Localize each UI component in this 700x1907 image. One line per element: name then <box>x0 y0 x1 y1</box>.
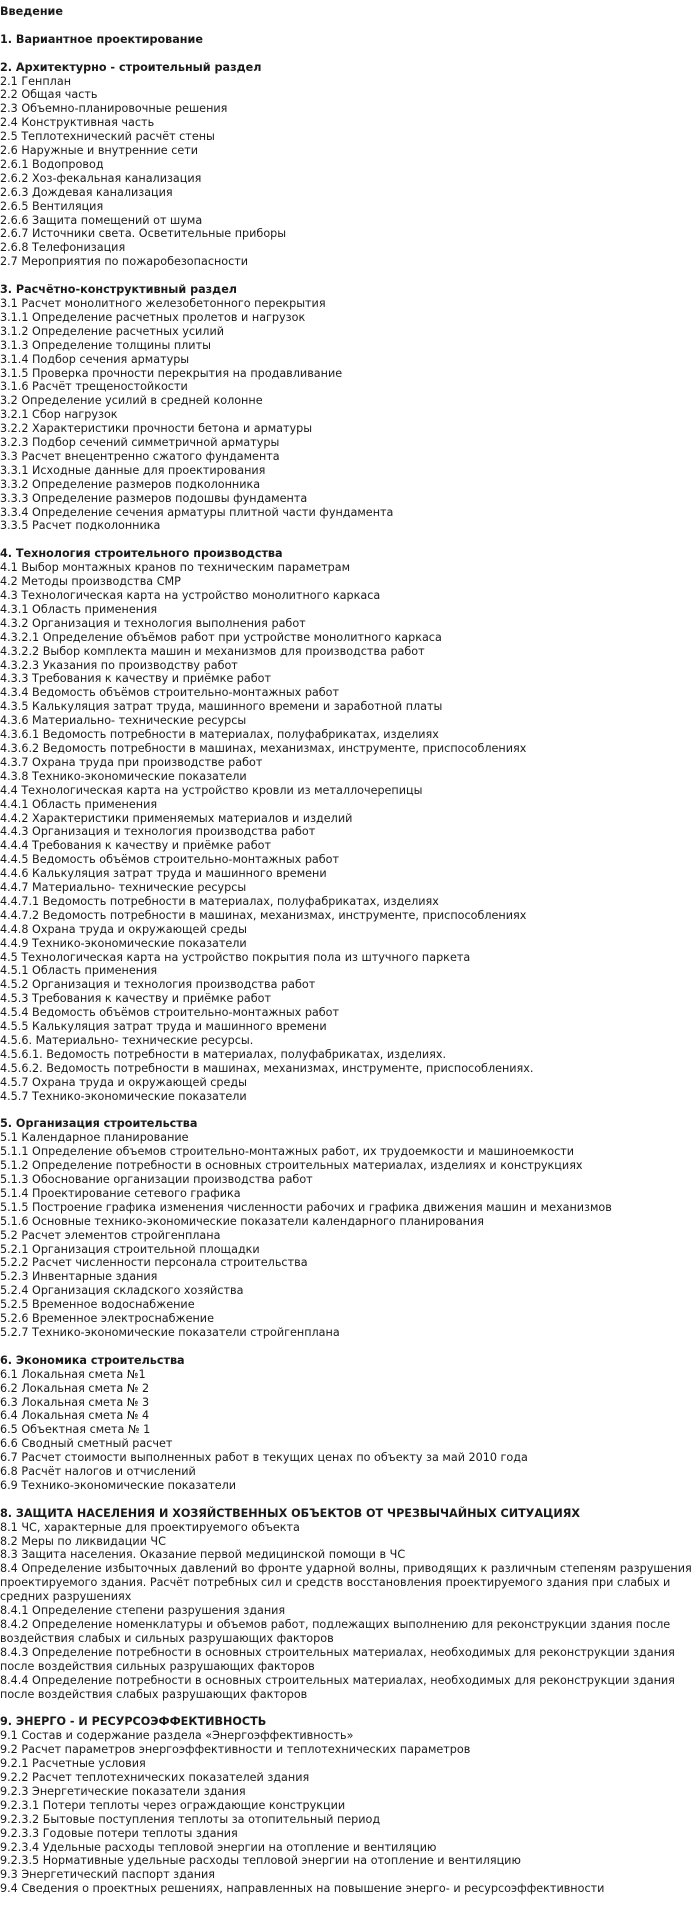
toc-section <box>0 1354 700 1493</box>
toc-item: 6.9 Технико-экономические показатели <box>0 1478 237 1492</box>
toc-item: 8.2 Меры по ликвидации ЧС <box>0 1534 166 1548</box>
toc-section <box>0 547 700 1103</box>
toc-item: 3.3.3 Определение размеров подошвы фундамента <box>0 491 308 505</box>
toc-item: 2.6.7 Источники света. Осветительные приборы <box>0 227 287 241</box>
toc-item: 8.4.1 Определение степени разрушения здания <box>0 1604 286 1618</box>
toc-item: 8.4 Определение избыточных давлений во фронте ударной волны, приводящих к различным степеням разрушения проектируемого здания. Расчёт потребных сил и средств восстановления проектируемого здания при слабых и средних разрушениях <box>0 1562 692 1604</box>
toc-section <box>0 1117 700 1340</box>
toc-item: 4.3.4 Ведомость объёмов строительно-монтажных работ <box>0 686 340 700</box>
toc-item: 4.4.1 Область применения <box>0 797 158 811</box>
toc-item: 3.1.3 Определение толщины плиты <box>0 338 211 352</box>
toc-section <box>0 1715 700 1896</box>
toc-item: 4.4.6 Калькуляция затрат труда и машинного времени <box>0 867 327 881</box>
toc-item: 5.1 Календарное планирование <box>0 1131 189 1145</box>
toc-item: 2.1 Генплан <box>0 74 72 88</box>
section-heading: 6. Экономика строительства <box>0 1353 185 1367</box>
toc-item: 6.5 Объектная смета № 1 <box>0 1423 151 1437</box>
toc-item: 5.2.7 Технико-экономические показатели стройгенплана <box>0 1326 340 1340</box>
toc-item: 6.3 Локальная смета № 3 <box>0 1395 150 1409</box>
toc-item: 9.2.3.4 Удельные расходы тепловой энергии на отопление и вентиляцию <box>0 1840 437 1854</box>
toc-item: 4.4.7.1 Ведомость потребности в материалах, полуфабрикатах, изделиях <box>0 894 439 908</box>
toc-item: 5.1.5 Построение графика изменения численности рабочих и графика движения машин и механизмов <box>0 1200 612 1214</box>
section-heading: 2. Архитектурно - строительный раздел <box>0 60 262 74</box>
toc-item: 4.3.8 Технико-экономические показатели <box>0 769 247 783</box>
toc-item: 2.4 Конструктивная часть <box>0 116 155 130</box>
toc-item: 2.6.6 Защита помещений от шума <box>0 213 203 227</box>
toc-item: 3.1.4 Подбор сечения арматуры <box>0 352 190 366</box>
toc-item: 2.6.3 Дождевая канализация <box>0 185 173 199</box>
toc-item: 8.4.2 Определение номенклатуры и объемов работ, подлежащих выполнению для реконструкции здания после воздействия слабых и сильных разрушающих факторов <box>0 1618 671 1645</box>
toc-item: 6.1 Локальная смета №1 <box>0 1367 146 1381</box>
section-heading: 1. Вариантное проектирование <box>0 32 203 46</box>
toc-section <box>0 1507 700 1702</box>
toc-item: 4.3.1 Область применения <box>0 602 158 616</box>
toc-item: 4.5.3 Требования к качеству и приёмке работ <box>0 992 272 1006</box>
toc-item: 3.3.2 Определение размеров подколонника <box>0 477 261 491</box>
toc-item: 2.6.5 Вентиляция <box>0 199 104 213</box>
toc-item: 4.4.7 Материально- технические ресурсы <box>0 881 247 895</box>
toc-item: 4.3.6.1 Ведомость потребности в материалах, полуфабрикатах, изделиях <box>0 728 439 742</box>
toc-item: 5.2.3 Инвентарные здания <box>0 1270 158 1284</box>
toc-item: 5.2.6 Временное электроснабжение <box>0 1312 214 1326</box>
toc-item: 4.3.2.3 Указания по производству работ <box>0 658 238 672</box>
toc-item: 2.5 Теплотехнический расчёт стены <box>0 130 215 144</box>
toc-item: 9.4 Сведения о проектных решениях, направленных на повышение энерго- и ресурсоэффективности <box>0 1882 605 1896</box>
toc-item: 4.4.9 Технико-экономические показатели <box>0 936 247 950</box>
toc-item: 9.2.3.2 Бытовые поступления теплоты за отопительный период <box>0 1812 381 1826</box>
toc-item: 5.1.2 Определение потребности в основных строительных материалах, изделиях и конструкциях <box>0 1159 583 1173</box>
toc-item: 3.3.5 Расчет подколонника <box>0 519 161 533</box>
toc-item: 4.4.8 Охрана труда и окружающей среды <box>0 922 247 936</box>
toc-item: 4.4.3 Организация и технология производства работ <box>0 825 316 839</box>
toc-item: 8.3 Защита населения. Оказание первой медицинской помощи в ЧС <box>0 1548 406 1562</box>
toc-item: 5.1.4 Проектирование сетевого графика <box>0 1186 241 1200</box>
toc-item: 3.1.1 Определение расчетных пролетов и нагрузок <box>0 310 306 324</box>
toc-item: 6.6 Сводный сметный расчет <box>0 1437 173 1451</box>
toc-item: 5.1.1 Определение объемов строительно-монтажных работ, их трудоемкости и машиноемкости <box>0 1145 575 1159</box>
toc-item: 4.5.2 Организация и технология производства работ <box>0 978 316 992</box>
toc-item: 4.3.5 Калькуляция затрат труда, машинного времени и заработной платы <box>0 700 443 714</box>
toc-item: 9.2.3.3 Годовые потери теплоты здания <box>0 1826 238 1840</box>
section-heading: 5. Организация строительства <box>0 1117 198 1131</box>
toc-item: 4.3.2.2 Выбор комплекта машин и механизмов для производства работ <box>0 644 425 658</box>
toc-item: 5.2.5 Временное водоснабжение <box>0 1298 195 1312</box>
toc-item: 6.4 Локальная смета № 4 <box>0 1409 150 1423</box>
toc-item: 9.2 Расчет параметров энергоэффективности и теплотехнических параметров <box>0 1743 471 1757</box>
toc-item: 2.6.2 Хоз-фекальная канализация <box>0 171 202 185</box>
toc-item: 8.4.4 Определение потребности в основных строительных материалах, необходимых для реконструкции здания после воздействия слабых разрушающих факторов <box>0 1673 675 1701</box>
toc-item: 3.1.6 Расчёт трещеностойкости <box>0 380 188 394</box>
toc-item: 4.5.6.1. Ведомость потребности в материалах, полуфабрикатах, изделиях. <box>0 1047 447 1061</box>
section-heading: 3. Расчётно-конструктивный раздел <box>0 283 237 297</box>
toc-item: 3.2.1 Сбор нагрузок <box>0 408 118 422</box>
section-heading: 9. ЭНЕРГО - И РЕСУРСОЭФФЕКТИВНОСТЬ <box>0 1715 267 1729</box>
toc-item: 6.8 Расчёт налогов и отчислений <box>0 1465 196 1479</box>
toc-item: 4.3.6 Материально- технические ресурсы <box>0 714 247 728</box>
toc-item: 9.2.3.5 Нормативные удельные расходы тепловой энергии на отопление и вентиляцию <box>0 1854 521 1868</box>
section-heading: 8. ЗАЩИТА НАСЕЛЕНИЯ И ХОЗЯЙСТВЕННЫХ ОБЪЕКТОВ ОТ ЧРЕЗВЫЧАЙНЫХ СИТУАЦИЯХ <box>0 1506 581 1520</box>
toc-item: 5.1.3 Обоснование организации производства работ <box>0 1173 313 1187</box>
toc-item: 6.7 Расчет стоимости выполненных работ в текущих ценах по объекту за май 2010 года <box>0 1451 528 1465</box>
toc-item: 5.2 Расчет элементов стройгенплана <box>0 1228 221 1242</box>
toc-item: 2.7 Мероприятия по пожаробезопасности <box>0 255 249 269</box>
toc-item: 2.6.1 Водопровод <box>0 157 104 171</box>
toc-item: 4.3 Технологическая карта на устройство монолитного каркаса <box>0 589 381 602</box>
toc-item: 4.5 Технологическая карта на устройство покрытия пола из штучного паркета <box>0 950 471 964</box>
toc-item: 4.5.6.2. Ведомость потребности в машинах, механизмах, инструменте, приспособлениях. <box>0 1061 534 1075</box>
toc-item: 5.2.2 Расчет численности персонала строительства <box>0 1256 308 1270</box>
toc-item: 4.5.7 Охрана труда и окружающей среды <box>0 1075 247 1089</box>
toc-item: 6.2 Локальная смета № 2 <box>0 1381 150 1395</box>
toc-item: 4.4.2 Характеристики применяемых материалов и изделий <box>0 811 353 825</box>
toc-item: 3.1 Расчет монолитного железобетонного перекрытия <box>0 296 326 310</box>
toc-item: 4.4.5 Ведомость объёмов строительно-монтажных работ <box>0 853 340 867</box>
toc-item: 8.4.3 Определение потребности в основных строительных материалах, необходимых для реконструкции здания после воздействия сильных разрушающих факторов <box>0 1645 675 1673</box>
toc-item: 4.5.6. Материально- технические ресурсы. <box>0 1034 254 1047</box>
toc-item: 4.4.4 Требования к качеству и приёмке работ <box>0 839 272 853</box>
toc-item: 9.3 Энергетический паспорт здания <box>0 1868 216 1882</box>
toc-item: 4.5.5 Калькуляция затрат труда и машинного времени <box>0 1020 327 1034</box>
toc-item: 3.2 Определение усилий в средней колонне <box>0 394 263 408</box>
toc-item: 4.4 Технологическая карта на устройство кровли из металлочерепицы <box>0 783 423 797</box>
toc-item: 4.3.6.2 Ведомость потребности в машинах, механизмах, инструменте, приспособлениях <box>0 741 527 755</box>
toc-item: 3.1.5 Проверка прочности перекрытия на продавливание <box>0 366 343 380</box>
toc-item: 4.5.1 Область применения <box>0 964 158 978</box>
toc-item: 4.1 Выбор монтажных кранов по техническим параметрам <box>0 561 351 575</box>
toc-item: 5.2.4 Организация складского хозяйства <box>0 1284 244 1298</box>
toc-item: 4.3.3 Требования к качеству и приёмке работ <box>0 672 272 686</box>
toc-item: 9.2.1 Расчетные условия <box>0 1757 146 1771</box>
toc-item: 9.2.2 Расчет теплотехнических показателей здания <box>0 1770 310 1784</box>
toc-item: 2.3 Объемно-планировочные решения <box>0 102 228 116</box>
toc-item: 8.1 ЧС, характерные для проектируемого объекта <box>0 1520 300 1534</box>
toc-item: 3.3.1 Исходные данные для проектирования <box>0 463 266 477</box>
toc-item: 3.3 Расчет внецентренно сжатого фундамента <box>0 449 280 463</box>
toc-item: 4.5.7 Технико-экономические показатели <box>0 1089 247 1103</box>
toc-item: 2.6.8 Телефонизация <box>0 241 126 255</box>
toc-item: 4.4.7.2 Ведомость потребности в машинах, механизмах, инструменте, приспособлениях <box>0 908 527 922</box>
toc-item: 9.2.3.1 Потери теплоты через ограждающие конструкции <box>0 1798 346 1812</box>
toc-item: 2.6 Наружные и внутренние сети <box>0 144 199 158</box>
toc-item: 9.1 Состав и содержание раздела «Энергоэффективность» <box>0 1729 354 1743</box>
toc-section <box>0 61 700 270</box>
toc-item: 4.3.7 Охрана труда при производстве работ <box>0 755 263 769</box>
toc-item: 3.1.2 Определение расчетных усилий <box>0 324 224 338</box>
toc-section <box>0 33 700 47</box>
toc-item: 3.2.3 Подбор сечений симметричной арматуры <box>0 436 280 450</box>
toc-section <box>0 283 700 533</box>
toc-item: 2.2 Общая часть <box>0 88 98 102</box>
toc-item: 5.2.1 Организация строительной площадки <box>0 1242 260 1256</box>
toc-item: 4.3.2 Организация и технология выполнения работ <box>0 616 306 630</box>
table-of-contents <box>0 33 700 1896</box>
intro-heading: Введение <box>0 5 63 18</box>
toc-item: 4.2 Методы производства СМР <box>0 575 181 589</box>
toc-item: 3.2.2 Характеристики прочности бетона и арматуры <box>0 422 313 436</box>
toc-item: 9.2.3 Энергетические показатели здания <box>0 1784 246 1798</box>
section-heading: 4. Технология строительного производства <box>0 547 283 561</box>
toc-item: 5.1.6 Основные технико-экономические показатели календарного планирования <box>0 1214 484 1228</box>
toc-item: 3.3.4 Определение сечения арматуры плитной части фундамента <box>0 505 394 519</box>
toc-item: 4.5.4 Ведомость объёмов строительно-монтажных работ <box>0 1006 340 1020</box>
toc-item: 4.3.2.1 Определение объёмов работ при устройстве монолитного каркаса <box>0 630 442 644</box>
